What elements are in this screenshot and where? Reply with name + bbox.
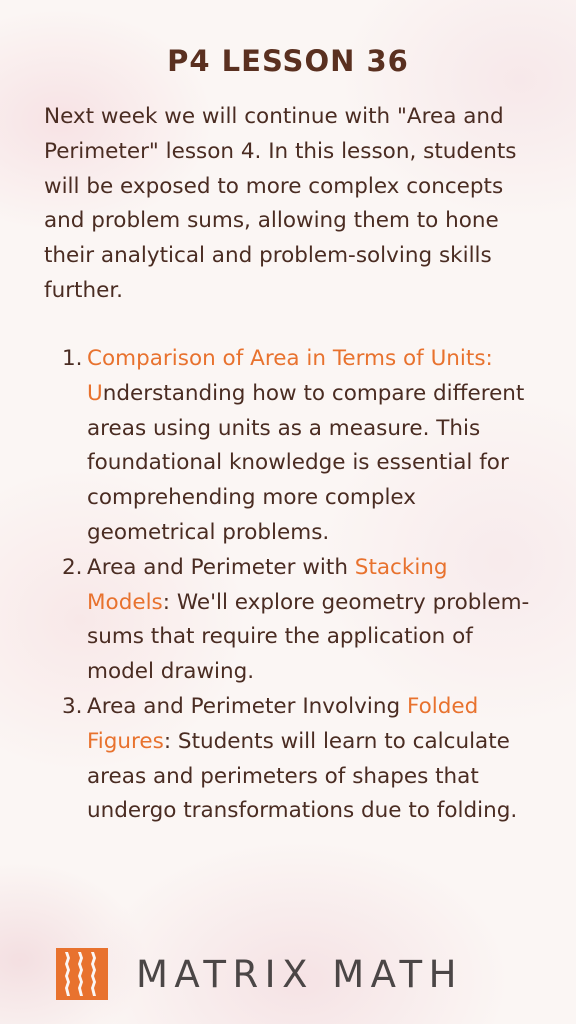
item-text-post: : Students will learn to calculate areas and perimeters of shapes that undergo transformations due to folding. — [87, 728, 518, 824]
item-text-pre: Area and Perimeter with — [87, 554, 355, 580]
list-item — [0, 690, 537, 829]
item-highlight: Folded Figures — [87, 693, 479, 754]
logo-text: MATRIX MATH — [136, 952, 463, 996]
list-item — [0, 342, 537, 551]
page-title: P4 LESSON 36 — [167, 44, 409, 78]
intro-paragraph: Next week we will continue with "Area and Perimeter" lesson 4. In this lesson, students will be exposed to more complex concepts and problem sums, allowing them to hone their analytical and problem-solving skills further. — [44, 104, 517, 303]
item-highlight: Stacking Models — [87, 554, 448, 615]
item-text-post: : We'll explore geometry problem-sums that require the application of model drawing. — [87, 589, 530, 685]
list-number: 2. — [62, 554, 83, 580]
list-number: 1. — [62, 346, 83, 371]
list-number: 3. — [62, 693, 83, 719]
item-text-pre: Area and Perimeter Involving — [87, 693, 407, 719]
matrix-math-logo — [56, 948, 463, 1000]
item-text-post: nderstanding how to compare different areas using units as a measure. This foundational knowledge is essential for comprehending more complex geometrical problems. — [87, 380, 525, 545]
list-item — [0, 551, 537, 690]
item-highlight: Comparison of Area in Terms of Units: U — [87, 346, 493, 406]
lesson-topics-list — [0, 342, 576, 829]
matrix-math-logo-icon — [56, 948, 108, 1000]
